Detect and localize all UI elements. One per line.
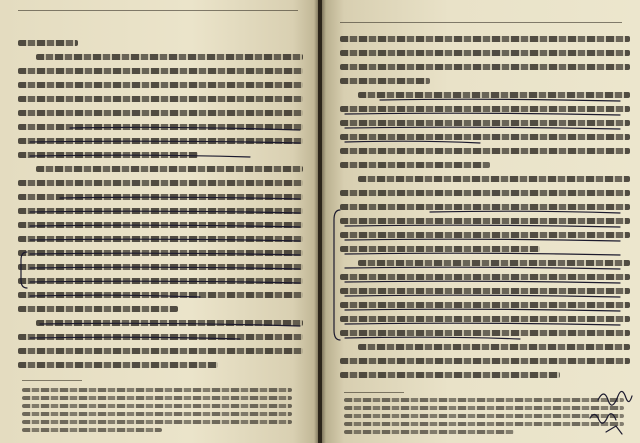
underline [30, 281, 300, 283]
underline [345, 253, 620, 255]
underline [70, 127, 300, 130]
underline [30, 295, 200, 297]
underline [30, 211, 300, 213]
margin-bracket [334, 210, 340, 340]
underline [30, 239, 300, 241]
margin-bracket [21, 252, 27, 288]
underline [345, 113, 620, 115]
margin-scribble [598, 391, 632, 405]
underline [30, 267, 300, 269]
underline [345, 281, 620, 283]
underline [345, 127, 620, 129]
underline [30, 225, 300, 227]
underline [60, 197, 300, 199]
underline [345, 225, 620, 227]
underline [430, 211, 620, 213]
underline [345, 141, 480, 143]
underline [345, 267, 620, 269]
underline [30, 337, 240, 339]
underline [40, 323, 300, 326]
margin-scribble [606, 426, 622, 434]
underline [345, 309, 620, 311]
underline [345, 295, 620, 297]
underline [30, 253, 300, 255]
underline [30, 155, 250, 157]
underline [345, 323, 620, 325]
underline [345, 239, 620, 241]
underline [345, 337, 520, 339]
margin-scribble [590, 414, 616, 423]
underline [380, 99, 620, 101]
underline [30, 141, 300, 143]
